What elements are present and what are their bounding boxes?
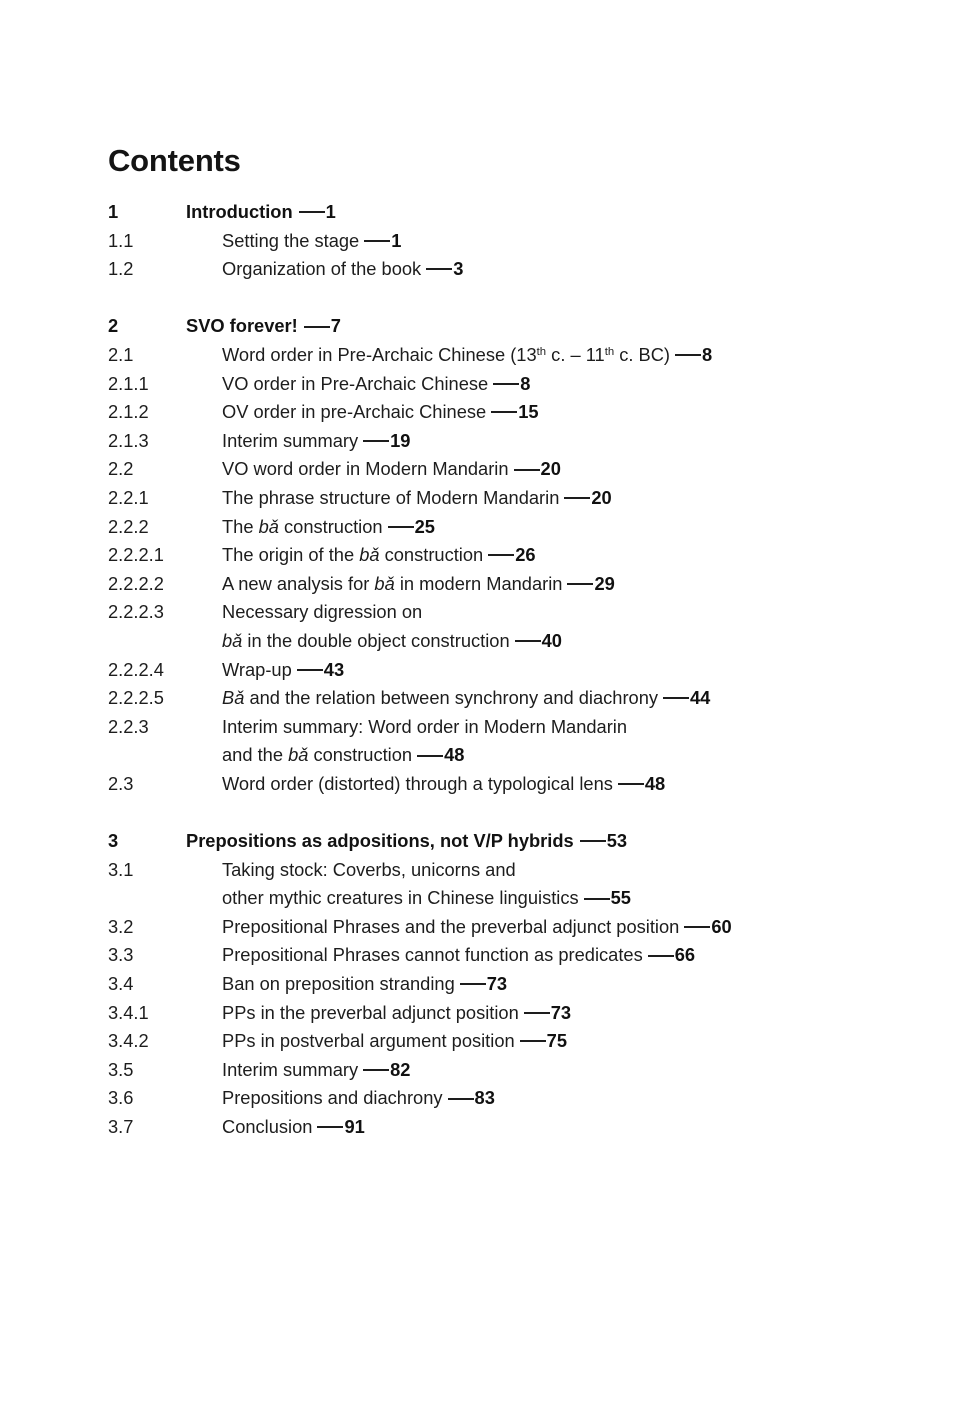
toc-entry-page-number: 8 <box>702 343 713 365</box>
toc-entry-3-4-1[interactable] <box>108 999 908 1028</box>
toc-entry-page-number: 1 <box>325 201 336 222</box>
toc-entry-number: 3.7 <box>108 1116 134 1137</box>
toc-entry-number: 2.2.1 <box>108 486 149 508</box>
toc-entry-page-number: 91 <box>344 1116 365 1137</box>
toc-entry-title: Bǎ and the relation between synchrony and diachrony <box>222 687 659 709</box>
toc-entry-title: Interim summary <box>222 1058 359 1080</box>
toc-entry-page-number: 75 <box>546 1030 568 1052</box>
toc-leader-rule <box>515 640 541 642</box>
toc-entry-number: 2 <box>108 315 119 337</box>
toc-entry-number: 3.4.2 <box>108 1030 149 1052</box>
toc-entry-title: VO order in Pre-Archaic Chinese <box>222 372 489 394</box>
toc-entry-number: 2.2.2 <box>108 515 149 537</box>
toc-entry-page-number: 40 <box>541 629 562 651</box>
toc-entry-page-number: 48 <box>444 744 465 766</box>
toc-entry-page-number: 3 <box>453 258 464 280</box>
toc-entry-title-continuation-text: other mythic creatures in Chinese linguistics <box>222 887 579 909</box>
toc-entry-title: OV order in pre-Archaic Chinese <box>222 401 487 423</box>
toc-entry-page-number: 8 <box>520 372 531 394</box>
toc-entry-number: 2.1.3 <box>108 429 149 451</box>
toc-entry-2-2-2-2[interactable] <box>108 570 908 599</box>
toc-entry-number: 2.2.2.1 <box>108 544 164 566</box>
toc-leader-rule <box>684 926 710 928</box>
toc-entry-title-continuation-text: bǎ in the double object construction <box>222 629 510 651</box>
toc-entry-title-continuation-text: and the bǎ construction <box>222 744 413 766</box>
toc-entry-title: A new analysis for bǎ in modern Mandarin <box>222 572 563 594</box>
toc-leader-rule <box>491 411 517 413</box>
toc-entry-number: 1 <box>108 201 119 222</box>
toc-entry-title: Prepositional Phrases and the preverbal adjunct position <box>222 915 680 937</box>
toc-leader-rule <box>524 1012 550 1014</box>
toc-entry-3-5[interactable] <box>108 1056 908 1085</box>
toc-leader-rule <box>648 955 674 957</box>
toc-leader-rule <box>317 1126 343 1128</box>
toc-entry-2-2-2-1[interactable] <box>108 541 908 570</box>
toc-entry-page-number: 55 <box>610 887 631 909</box>
toc-entry-2-3[interactable] <box>108 770 908 799</box>
toc-entry-1[interactable] <box>108 198 908 227</box>
toc-entry-number: 2.2.2.3 <box>108 601 164 623</box>
toc-entry-3-4[interactable] <box>108 970 908 999</box>
toc-entry-page-number: 20 <box>591 486 612 508</box>
toc-leader-rule <box>363 1069 389 1071</box>
toc-leader-rule <box>564 497 590 499</box>
toc-entry-title: Word order in Pre-Archaic Chinese (13th c. – 11th c. BC) <box>222 343 671 365</box>
toc-entry-2-1-2[interactable] <box>108 398 908 427</box>
toc-entry-title: Wrap-up <box>222 658 292 680</box>
toc-entry-page-number: 73 <box>550 1001 572 1023</box>
toc-leader-rule <box>580 840 606 842</box>
toc-entry-title: Interim summary <box>222 429 359 451</box>
toc-leader-rule <box>297 669 323 671</box>
toc-entry-number: 2.1.2 <box>108 401 149 423</box>
toc-entry-page-number: 43 <box>323 658 345 680</box>
toc-entry-page-number: 48 <box>644 772 666 794</box>
toc-leader-rule <box>520 1040 546 1042</box>
toc-entry-page-number: 53 <box>606 830 628 852</box>
toc-leader-rule <box>584 898 610 900</box>
toc-entry-number: 3 <box>108 830 119 852</box>
toc-entry-title: The bǎ construction <box>222 515 383 537</box>
toc-entry-number: 1.2 <box>108 258 134 280</box>
toc-entry-3-3[interactable] <box>108 941 908 970</box>
toc-entry-number: 2.2 <box>108 458 134 480</box>
toc-entry-1-2[interactable] <box>108 255 908 284</box>
toc-entry-number: 3.4.1 <box>108 1001 149 1023</box>
toc-leader-rule <box>448 1098 474 1100</box>
toc-entry-number: 3.4 <box>108 973 134 995</box>
toc-entry-3-1[interactable] <box>108 856 908 885</box>
toc-entry-title: The origin of the bǎ construction <box>222 544 484 566</box>
toc-leader-rule <box>663 697 689 699</box>
table-of-contents-list <box>108 198 908 1142</box>
toc-leader-rule <box>299 211 325 213</box>
toc-entry-number: 3.5 <box>108 1058 134 1080</box>
toc-entry-title: Taking stock: Coverbs, unicorns and <box>222 858 516 880</box>
toc-entry-title: Prepositions as adpositions, not V/P hybrids <box>186 830 574 852</box>
toc-entry-2-1-3[interactable] <box>108 427 908 456</box>
toc-entry-title: VO word order in Modern Mandarin <box>222 458 509 480</box>
toc-leader-rule <box>488 554 514 556</box>
toc-entry-number: 1.1 <box>108 229 134 251</box>
toc-entry-2-2-2-3[interactable] <box>108 598 908 627</box>
toc-entry-title: Word order (distorted) through a typological lens <box>222 772 613 794</box>
toc-entry-title: PPs in postverbal argument position <box>222 1030 515 1052</box>
toc-entry-1-1[interactable] <box>108 227 908 256</box>
toc-leader-rule <box>426 268 452 270</box>
toc-entry-title-continuation[interactable] <box>108 884 908 913</box>
toc-entry-title: Prepositions and diachrony <box>222 1087 443 1109</box>
toc-leader-rule <box>493 383 519 385</box>
toc-entry-2-1-1[interactable] <box>108 370 908 399</box>
toc-entry-title: PPs in the preverbal adjunct position <box>222 1001 519 1023</box>
toc-entry-title-continuation[interactable] <box>108 741 908 770</box>
toc-entry-title: Prepositional Phrases cannot function as predicates <box>222 944 643 966</box>
toc-entry-title: Necessary digression on <box>222 601 423 623</box>
toc-entry-3-7[interactable] <box>108 1113 908 1142</box>
toc-entry-number: 2.3 <box>108 772 134 794</box>
toc-entry-title: Conclusion <box>222 1116 313 1137</box>
toc-entry-number: 2.2.2.2 <box>108 572 164 594</box>
toc-leader-rule <box>618 783 644 785</box>
toc-entry-page-number: 83 <box>474 1087 495 1109</box>
toc-leader-rule <box>567 583 593 585</box>
toc-entry-3[interactable] <box>108 827 908 856</box>
toc-entry-page-number: 73 <box>486 973 508 995</box>
toc-entry-number: 3.6 <box>108 1087 134 1109</box>
toc-leader-rule <box>363 440 389 442</box>
toc-entry-page-number: 1 <box>391 229 402 251</box>
toc-entry-number: 3.1 <box>108 858 134 880</box>
toc-entry-2-2-2[interactable] <box>108 513 908 542</box>
toc-entry-page-number: 19 <box>390 429 411 451</box>
toc-entry-number: 3.2 <box>108 915 134 937</box>
toc-entry-3-2[interactable] <box>108 913 908 942</box>
toc-entry-page-number: 82 <box>390 1058 411 1080</box>
toc-leader-rule <box>514 469 540 471</box>
toc-entry-title: Introduction <box>186 201 293 222</box>
toc-leader-rule <box>675 354 701 356</box>
toc-entry-2[interactable] <box>108 312 908 341</box>
toc-entry-3-4-2[interactable] <box>108 1027 908 1056</box>
toc-leader-rule <box>417 755 443 757</box>
toc-entry-title: Ban on preposition stranding <box>222 973 455 995</box>
toc-entry-page-number: 60 <box>711 915 732 937</box>
toc-entry-2-2-2-4[interactable] <box>108 656 908 685</box>
toc-entry-number: 2.2.3 <box>108 715 149 737</box>
toc-entry-page-number: 66 <box>674 944 696 966</box>
toc-entry-title: Organization of the book <box>222 258 422 280</box>
toc-entry-number: 2.2.2.5 <box>108 687 164 709</box>
toc-leader-rule <box>304 326 330 328</box>
toc-entry-title-continuation[interactable] <box>108 627 908 656</box>
toc-entry-2-2-3[interactable] <box>108 713 908 742</box>
toc-entry-page-number: 44 <box>690 687 711 709</box>
toc-entry-3-6[interactable] <box>108 1084 908 1113</box>
toc-leader-rule <box>388 526 414 528</box>
toc-entry-number: 3.3 <box>108 944 134 966</box>
toc-entry-page-number: 15 <box>518 401 539 423</box>
toc-entry-page-number: 26 <box>515 544 536 566</box>
toc-entry-title: The phrase structure of Modern Mandarin <box>222 486 560 508</box>
toc-entry-page-number: 7 <box>330 315 341 337</box>
toc-leader-rule <box>364 240 390 242</box>
toc-entry-title: Interim summary: Word order in Modern Mandarin <box>222 715 628 737</box>
toc-entry-2-2-2-5[interactable] <box>108 684 908 713</box>
toc-entry-number: 2.2.2.4 <box>108 658 164 680</box>
toc-entry-page-number: 20 <box>540 458 561 480</box>
toc-entry-number: 2.1 <box>108 343 134 365</box>
toc-entry-title: SVO forever! <box>186 315 298 337</box>
page-title: Contents <box>108 142 241 178</box>
toc-leader-rule <box>460 983 486 985</box>
toc-entry-2-1[interactable] <box>108 341 908 370</box>
toc-entry-title: Setting the stage <box>222 229 360 251</box>
toc-entry-page-number: 25 <box>414 515 435 537</box>
toc-entry-page-number: 29 <box>594 572 615 594</box>
toc-entry-2-2[interactable] <box>108 455 908 484</box>
toc-entry-2-2-1[interactable] <box>108 484 908 513</box>
toc-entry-number: 2.1.1 <box>108 372 149 394</box>
